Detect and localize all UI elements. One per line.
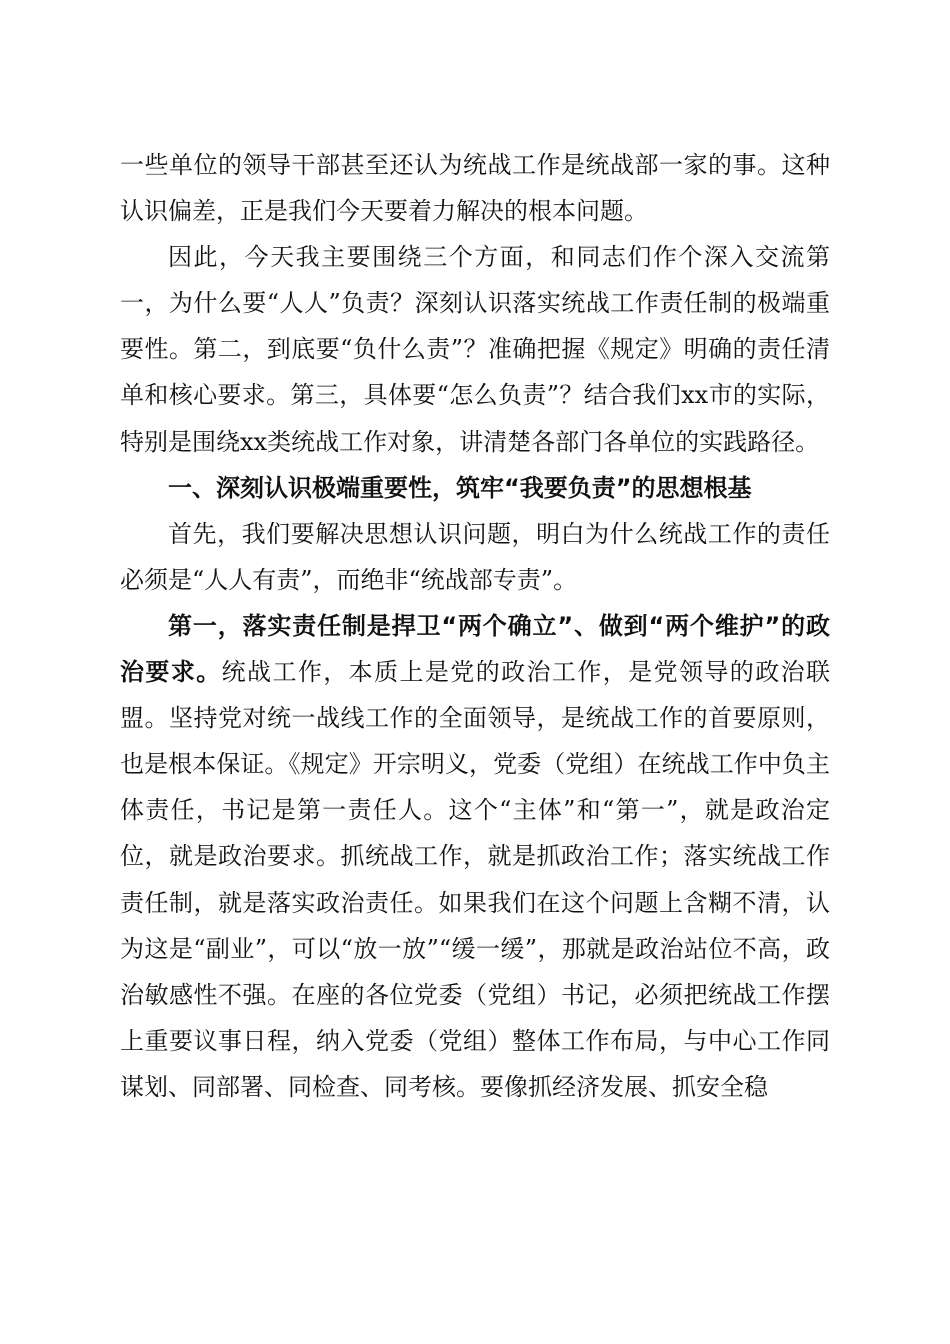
document-body — [120, 142, 830, 1110]
point-one-lead: 第一，落实责任制是捍卫“两个确立”、做到“两个维护”的政治要求。 — [120, 611, 830, 687]
paragraph-point-one — [120, 603, 830, 1110]
paragraph-intro: 首先，我们要解决思想认识问题，明白为什么统战工作的责任必须是“人人有责”，而绝非“统战部专责”。 — [120, 519, 830, 594]
section-heading-1: 一、深刻认识极端重要性，筑牢“我要负责”的思想根基 — [168, 473, 752, 502]
point-one-body: 统战工作，本质上是党的政治工作，是党领导的政治联盟。坚持党对统一战线工作的全面领导，是统战工作的首要原则，也是根本保证。《规定》开宗明义，党委（党组）在统战工作中负主体责任，书记是第一责任人。这个“主体”和“第一”，就是政治定位，就是政治要求。抓统战工作，就是抓政治工作；落实统战工作责任制，就是落实政治责任。如果我们在这个问题上含糊不清，认为这是“副业”，可以“放一放”“缓一缓”，那就是政治站位不高，政治敏感性不强。在座的各位党委（党组）书记，必须把统战工作摆上重要议事日程，纳入党委（党组）整体工作布局，与中心工作同谋划、同部署、同检查、同考核。要像抓经济发展、抓安全稳 — [120, 658, 831, 1101]
paragraph-continuation: 一些单位的领导干部甚至还认为统战工作是统战部一家的事。这种认识偏差，正是我们今天要着力解决的根本问题。 — [120, 151, 830, 226]
paragraph-overview: 因此，今天我主要围绕三个方面，和同志们作个深入交流第一，为什么要“人人”负责？深刻认识落实统战工作责任制的极端重要性。第二，到底要“负什么责”？准确把握《规定》明确的责任清单和核心要求。第三，具体要“怎么负责”？结合我们xx市的实际，特别是围绕xx类统战工作对象，讲清楚各部门各单位的实践路径。 — [120, 243, 830, 456]
